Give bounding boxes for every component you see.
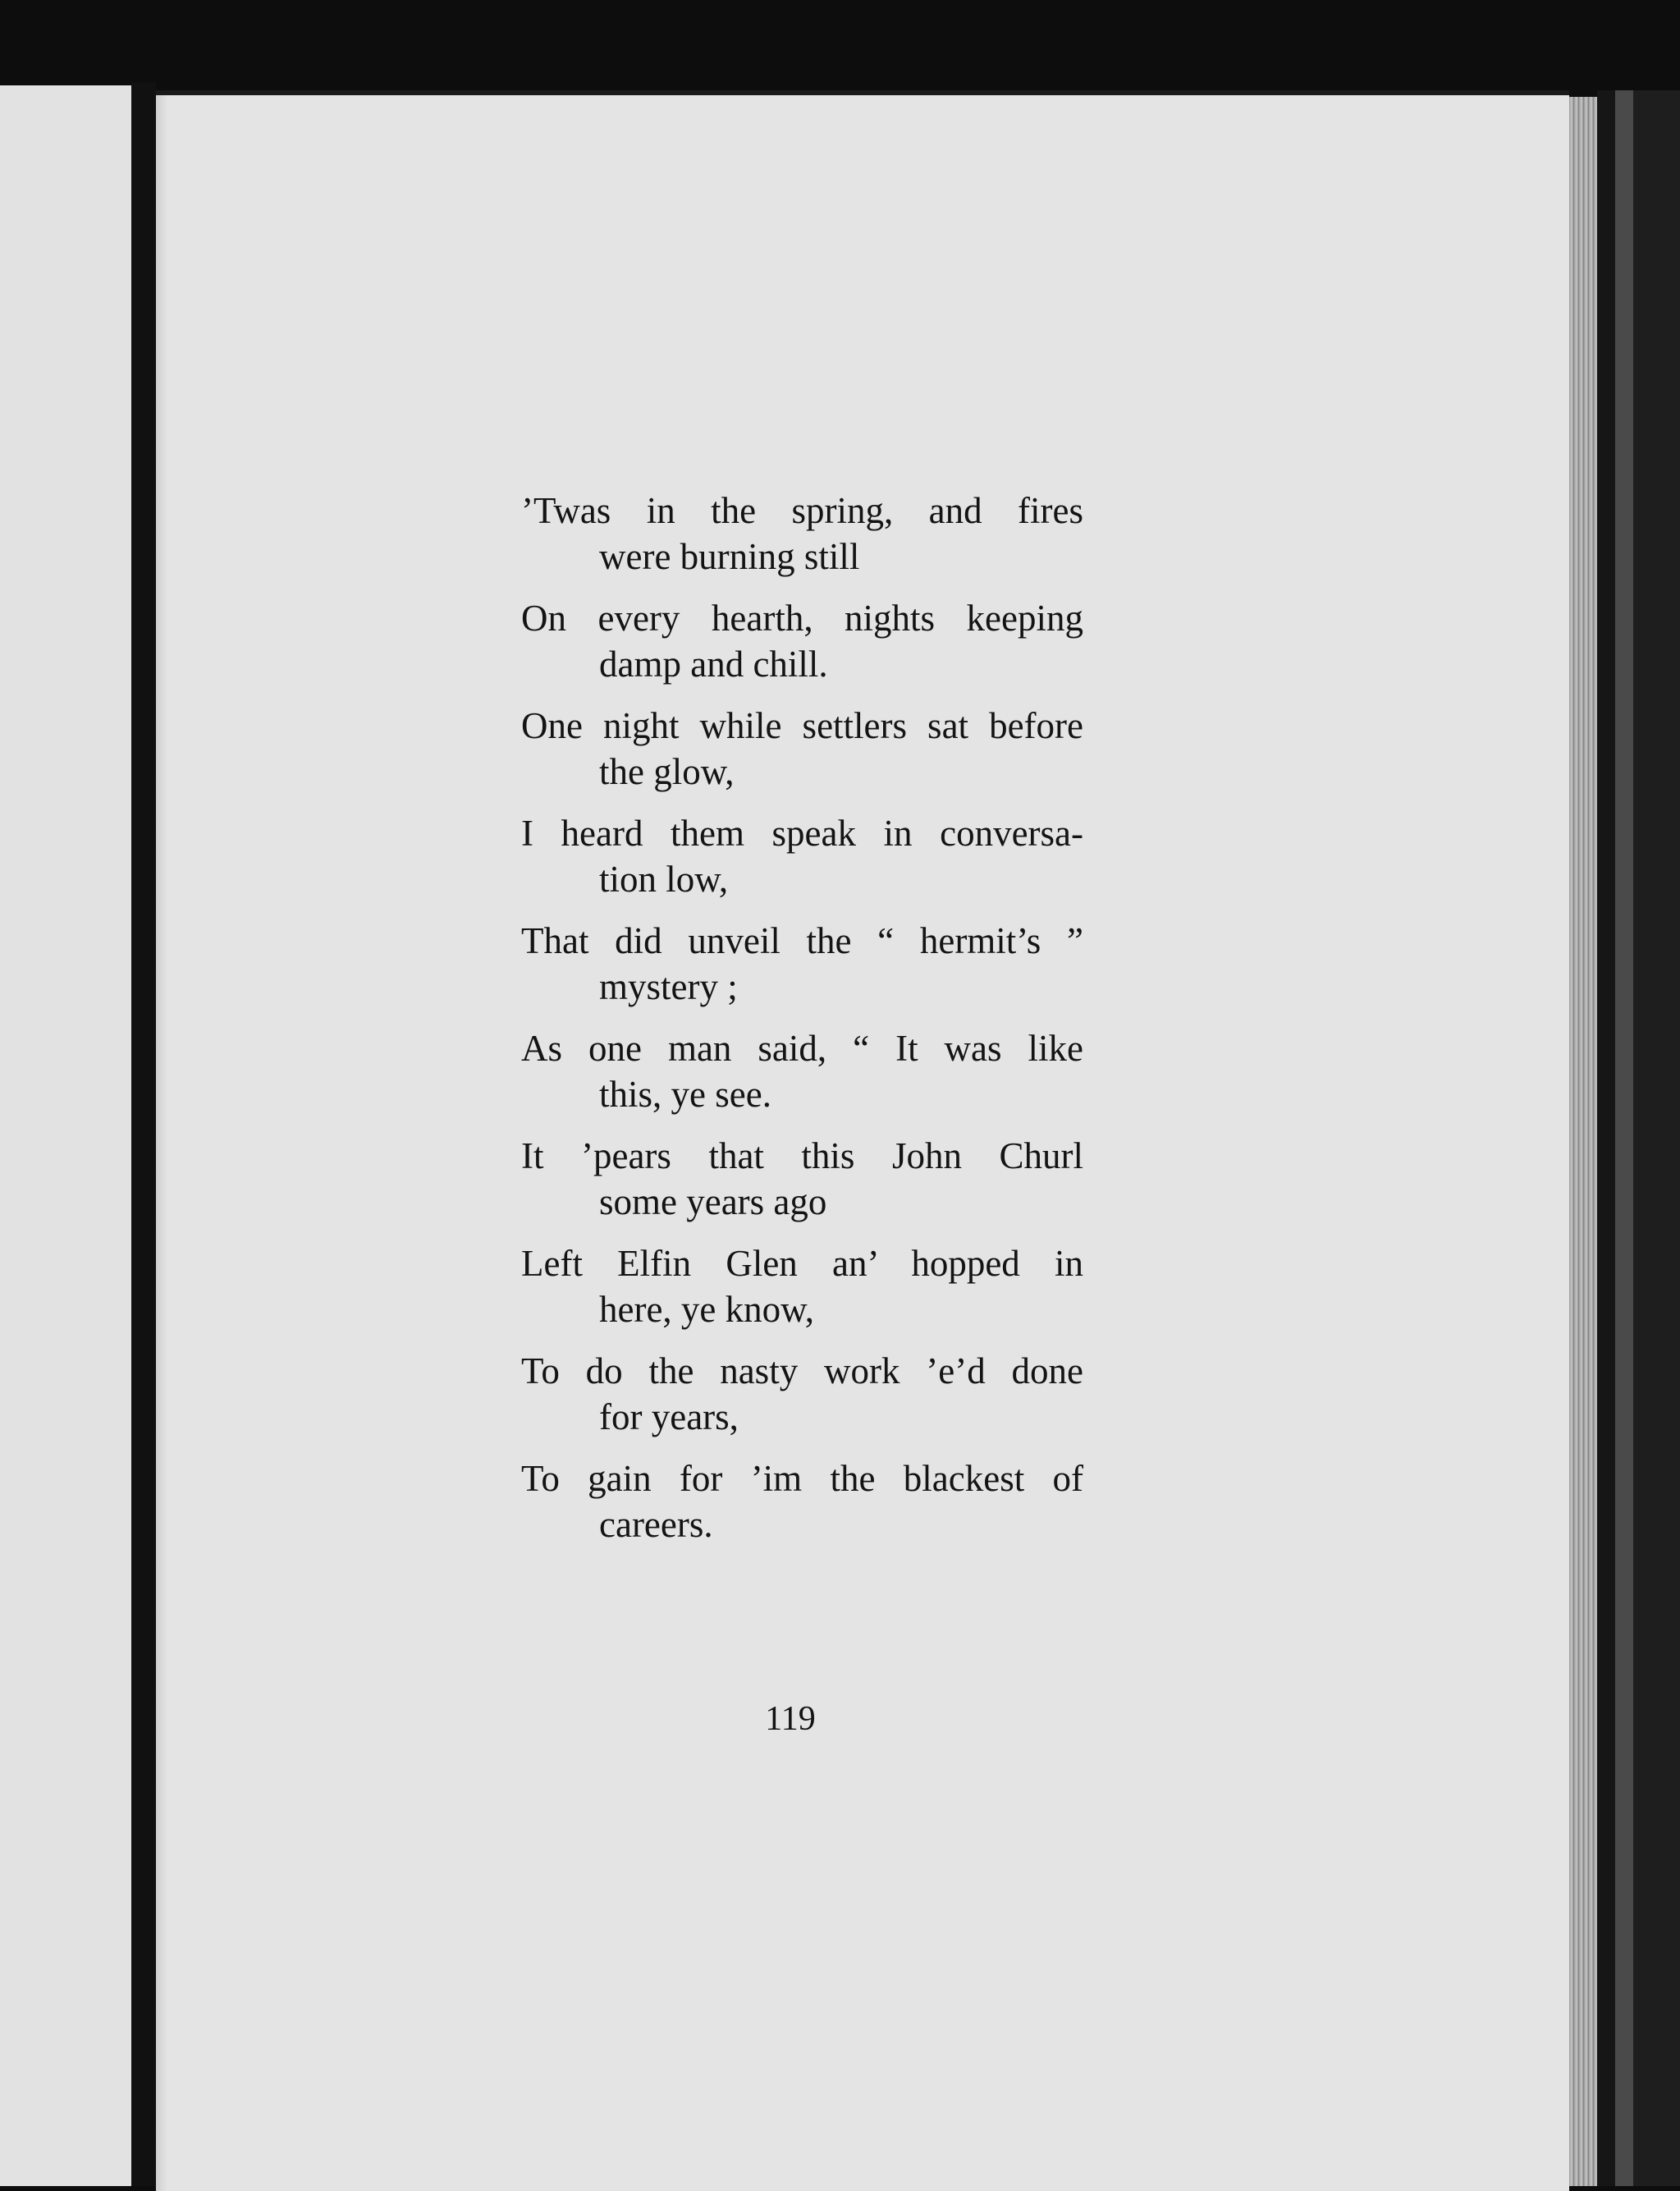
- couplet-line: [521, 1133, 1083, 1225]
- poem-text: [521, 488, 1083, 1563]
- binding-edge-grey: [1615, 90, 1633, 2186]
- verse-continuation: tion low,: [599, 859, 729, 900]
- couplet-line: [521, 1348, 1083, 1440]
- couplet-line: [521, 810, 1083, 902]
- verse-line: On every hearth, nights keeping: [521, 598, 1083, 639]
- verse-line: One night while settlers sat before: [521, 705, 1083, 746]
- verse-line: As one man said, “ It was like: [521, 1028, 1083, 1069]
- verse-continuation: careers.: [599, 1504, 713, 1545]
- page-number: 119: [765, 1700, 816, 1738]
- binding-edge: [1597, 90, 1615, 2186]
- couplet-line: [521, 1240, 1083, 1332]
- page-stack-edge: [1569, 97, 1597, 2186]
- verse-continuation: for years,: [599, 1396, 739, 1437]
- verse-continuation: were burning still: [599, 536, 860, 577]
- verse-line: That did unveil the “ hermit’s ”: [521, 920, 1083, 961]
- book-gutter: [131, 82, 156, 2186]
- verse-continuation: this, ye see.: [599, 1074, 771, 1115]
- verse-continuation: here, ye know,: [599, 1289, 814, 1330]
- couplet-line: [521, 703, 1083, 795]
- verse-continuation: damp and chill.: [599, 644, 828, 685]
- verse-line: To do the nasty work ’e’d done: [521, 1350, 1083, 1391]
- verse-continuation: mystery ;: [599, 966, 738, 1007]
- verse-continuation: some years ago: [599, 1181, 827, 1222]
- couplet-line: [521, 918, 1083, 1010]
- verse-line: It ’pears that this John Churl: [521, 1135, 1083, 1176]
- verse-line: To gain for ’im the blackest of: [521, 1458, 1083, 1499]
- verse-line: Left Elfin Glen an’ hopped in: [521, 1243, 1083, 1284]
- verse-continuation: the glow,: [599, 751, 735, 792]
- verse-line: I heard them speak in conversa-: [521, 813, 1083, 854]
- verse-line: ’Twas in the spring, and fires: [521, 490, 1083, 531]
- scan-background: [1633, 90, 1680, 2186]
- page-shadow: [156, 95, 167, 2191]
- couplet-line: [521, 1455, 1083, 1547]
- facing-page-edge: [0, 85, 131, 2186]
- couplet-line: [521, 595, 1083, 687]
- couplet-line: [521, 488, 1083, 580]
- couplet-line: [521, 1025, 1083, 1117]
